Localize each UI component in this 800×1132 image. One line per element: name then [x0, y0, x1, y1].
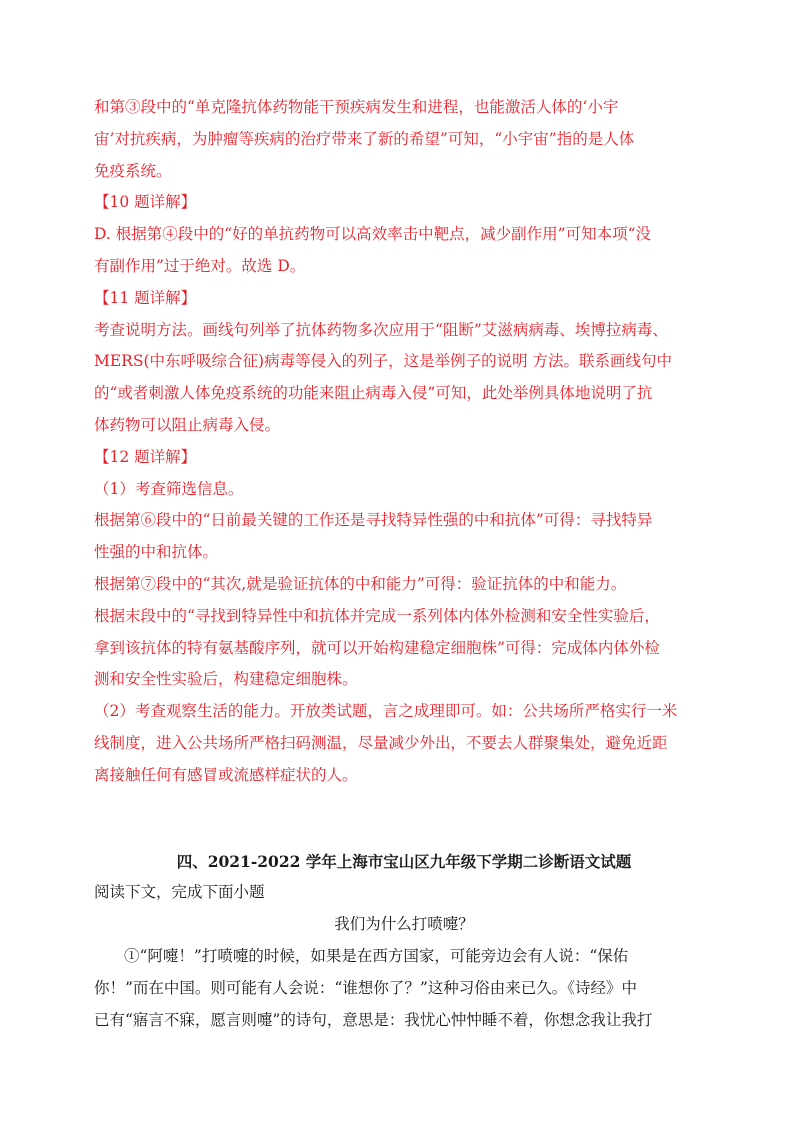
answer-line: 和第③段中的“单克隆抗体药物能干预疾病发生和进程，也能激活人体的‘小宇 [94, 98, 619, 116]
answer-line: 性强的中和抗体。 [94, 543, 219, 562]
paragraph-line: 你！”而在中国。则可能有人会说：“谁想你了？”这种习俗由来已久。《诗经》中 [94, 978, 638, 997]
question-detail-heading: 【10 题详解】 [94, 193, 197, 212]
answer-line: 根据第⑦段中的“其次,就是验证抗体的中和能力”可得：验证抗体的中和能力。 [94, 574, 627, 593]
answer-line: 根据末段中的“寻找到特异性中和抗体并完成一系列体内体外检测和安全性实验后， [94, 606, 660, 625]
answer-line: 的“或者刺激人体免疫系统的功能来阻止病毒入侵”可知，此处举例具体地说明了抗 [94, 384, 653, 403]
question-detail-heading: 【11 题详解】 [94, 288, 197, 307]
document-page [94, 92, 714, 1036]
answer-line: 测和安全性实验后，构建稳定细胞株。 [94, 670, 358, 689]
answer-line: 宙’对抗疾病，为肿瘤等疾病的治疗带来了新的希望”可知，“小宇宙”指的是人体 [94, 129, 635, 148]
answer-line: 免疫系统。 [94, 161, 172, 180]
answer-line: MERS(中东呼吸综合征)病毒等侵入的列子，这是举例子的说明 方法。联系画线句中 [94, 352, 672, 371]
answer-line: 有副作用”过于绝对。故选 D。 [94, 256, 306, 275]
answer-line: 根据第⑥段中的“日前最关键的工作还是寻找特异性强的中和抗体”可得：寻找特异 [94, 511, 653, 530]
answer-line: 拿到该抗体的特有氨基酸序列，就可以开始构建稳定细胞株”可得：完成体内体外检 [94, 638, 660, 657]
question-detail-heading: 【12 题详解】 [94, 447, 197, 466]
section-heading: 四、2021-2022 学年上海市宝山区九年级下学期二诊断语文试题 [176, 851, 632, 871]
instruction-text: 阅读下文，完成下面小题 [94, 883, 265, 902]
answer-line: （2）考查观察生活的能力。开放类试题，言之成理即可。如：公共场所严格实行一米 [94, 702, 678, 721]
answer-line: D. 根据第④段中的“好的单抗药物可以高效率击中靶点，减少副作用”可知本项“没 [94, 225, 652, 244]
answer-line: 考查说明方法。画线句列举了抗体药物多次应用于“阻断”艾滋病病毒、埃博拉病毒、 [94, 320, 668, 339]
answer-line: 线制度，进入公共场所严格扫码测温，尽量减少外出，不要去人群聚集处，避免近距 [94, 733, 668, 752]
paragraph-line: 已有“寤言不寐，愿言则嚏”的诗句，意思是：我忧心忡忡睡不着，你想念我让我打 [94, 1010, 653, 1029]
section-gap [94, 792, 714, 846]
answer-line: 体药物可以阻止病毒入侵。 [94, 415, 281, 434]
answer-line: 离接触任何有感冒或流感样症状的人。 [94, 765, 358, 784]
paragraph-line: ①“阿嚏！”打喷嚏的时候，如果是在西方国家，可能旁边会有人说：“保佑 [124, 946, 629, 965]
article-title: 我们为什么打喷嚏？ [334, 915, 474, 934]
answer-line: （1）考查筛选信息。 [94, 479, 244, 498]
answer-block [94, 92, 714, 792]
